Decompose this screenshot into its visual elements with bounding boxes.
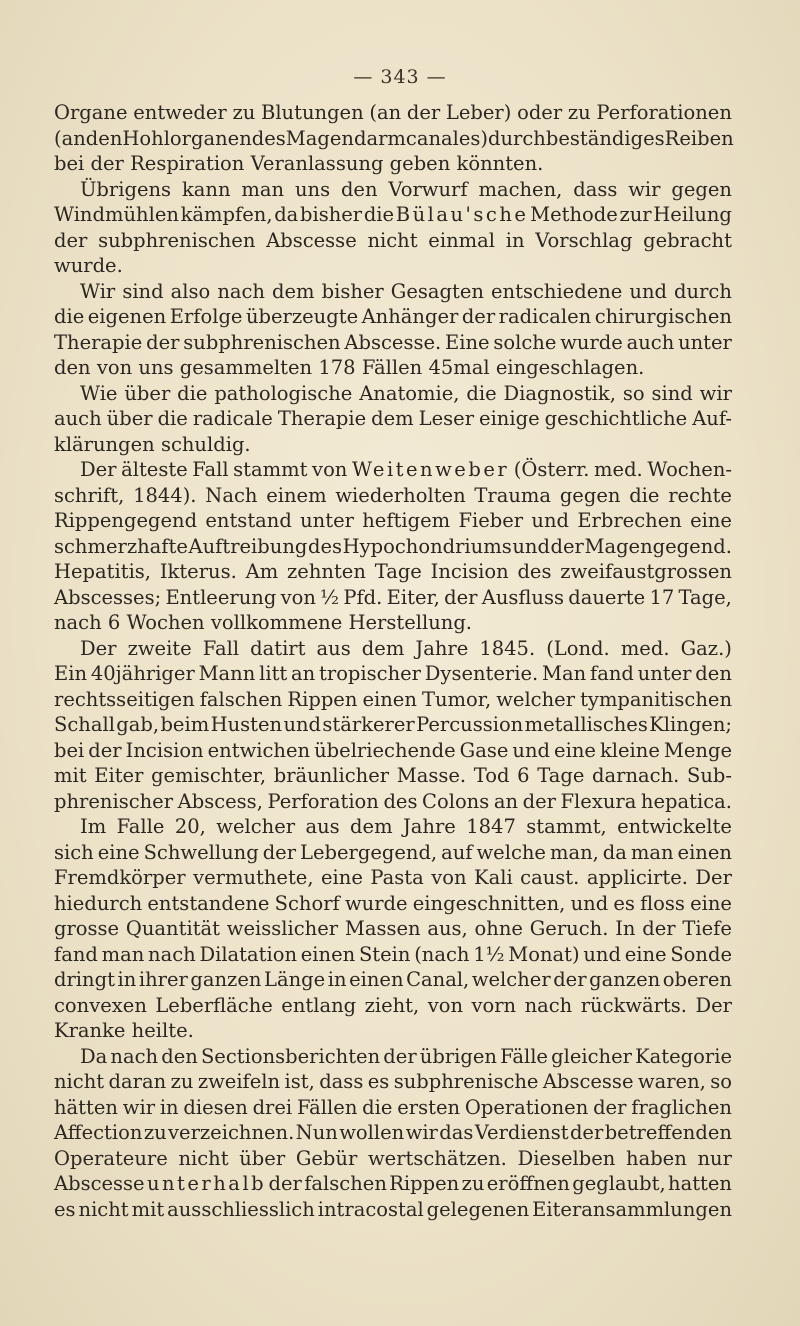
text-line: die eigenen Erfolge überzeugte Anhänger der radicalen chirurgischen — [54, 305, 732, 328]
text-line: (an den Hohlorganen des Magendarmcanales) durch beständiges Reiben — [54, 126, 734, 150]
text-line: klärungen schuldig. — [54, 432, 251, 456]
text-line: Windmühlen kämpfen, da bisher die Bülau'sche Methode zur Heilung — [54, 203, 732, 226]
text-line: grosse Quantität weisslicher Massen aus, ohne Geruch. In der Tiefe — [54, 917, 732, 940]
text-line: Therapie der subphrenischen Abscesse. Eine solche wurde auch unter — [54, 330, 732, 354]
text-line: dringt in ihrer ganzen Länge in einen Canal, welcher der ganzen oberen — [54, 968, 732, 991]
text-line: Da nach den Sectionsberichten der übrigen Fälle gleicher Kategorie — [80, 1044, 732, 1068]
text-line: Ein 40jähriger Mann litt an tropischer Dysenterie. Man fand unter den — [54, 662, 732, 685]
text-line: Übrigens kann man uns den Vorwurf machen, dass wir gegen — [80, 177, 732, 201]
text-line: schmerzhafte Auftreibung des Hypochondriums und der Magengegend. — [54, 534, 732, 558]
text-line: nach 6 Wochen vollkommene Herstellung. — [54, 611, 473, 634]
text-line: Im Falle 20, welcher aus dem Jahre 1847 stammt, entwickelte — [80, 815, 732, 838]
text-line: sich eine Schwellung der Lebergegend, auf welche man, da man einen — [54, 840, 732, 864]
text-line: Schall gab, beim Husten und stärkerer Percussion metallisches Klingen; — [54, 713, 732, 736]
text-line: Hepatitis, Ikterus. Am zehnten Tage Incision des zweifaustgrossen — [54, 560, 732, 583]
text-line: Der zweite Fall datirt aus dem Jahre 1845. (Lond. med. Gaz.) — [80, 636, 732, 660]
text-line: fand man nach Dilatation einen Stein (nach 1½ Monat) und eine Sonde — [54, 942, 732, 966]
text-line: nicht daran zu zweifeln ist, dass es subphrenische Abscesse waren, so — [54, 1070, 732, 1093]
text-line: es nicht mit ausschliesslich intracostal gelegenen Eiteransammlungen — [54, 1197, 732, 1221]
text-line: Wir sind also nach dem bisher Gesagten entschiedene und durch — [80, 279, 732, 303]
text-line: convexen Leberfläche entlang zieht, von vorn nach rückwärts. Der — [54, 993, 732, 1017]
text-line: Wie über die pathologische Anatomie, die Diagnostik, so sind wir — [80, 381, 732, 405]
text-line: Der älteste Fall stammt von Weitenweber (Österr. med. Wochen- — [80, 458, 732, 481]
text-line: hiedurch entstandene Schorf wurde eingeschnitten, und es floss eine — [54, 891, 732, 915]
text-line: mit Eiter gemischter, bräunlicher Masse. Tod 6 Tage darnach. Sub- — [54, 764, 732, 787]
text-line: hätten wir in diesen drei Fällen die ersten Operationen der fraglichen — [54, 1095, 732, 1119]
text-line: rechtsseitigen falschen Rippen einen Tumor, welcher tympanitischen — [54, 687, 732, 711]
text-line: phrenischer Abscess, Perforation des Colons an der Flexura hepatica. — [54, 789, 732, 813]
text-line: der subphrenischen Abscesse nicht einmal in Vorschlag gebracht — [54, 228, 732, 252]
text-line: Abscesses; Entleerung von ½ Pfd. Eiter, der Ausfluss dauerte 17 Tage, — [54, 585, 732, 609]
text-line: wurde. — [54, 254, 123, 277]
text-line: Operateure nicht über Gebür wertschätzen. Dieselben haben nur — [54, 1146, 732, 1170]
text-line: Fremdkörper vermuthete, eine Pasta von Kali caust. applicirte. Der — [54, 866, 732, 889]
text-line: bei der Incision entwichen übelriechende Gase und eine kleine Menge — [54, 738, 732, 762]
text-line: den von uns gesammelten 178 Fällen 45mal eingeschlagen. — [54, 356, 645, 379]
body-text — [54, 100, 732, 1222]
text-line: Kranke heilte. — [54, 1019, 194, 1042]
text-line: Affection zu verzeichnen. Nun wollen wir das Verdienst der betreffenden — [54, 1121, 732, 1144]
text-line: auch über die radicale Therapie dem Leser einige geschichtliche Auf- — [54, 407, 732, 430]
text-line: Rippengegend entstand unter heftigem Fieber und Erbrechen eine — [54, 509, 732, 532]
text-line: Abscesse unterhalb der falschen Rippen zu eröffnen geglaubt, hatten — [54, 1172, 732, 1195]
page-number: — 343 — — [353, 66, 447, 88]
text-line: Organe entweder zu Blutungen (an der Leber) oder zu Perforationen — [54, 101, 732, 124]
text-line: bei der Respiration Veranlassung geben könnten. — [54, 152, 544, 175]
text-line: schrift, 1844). Nach einem wiederholten Trauma gegen die rechte — [54, 483, 732, 507]
